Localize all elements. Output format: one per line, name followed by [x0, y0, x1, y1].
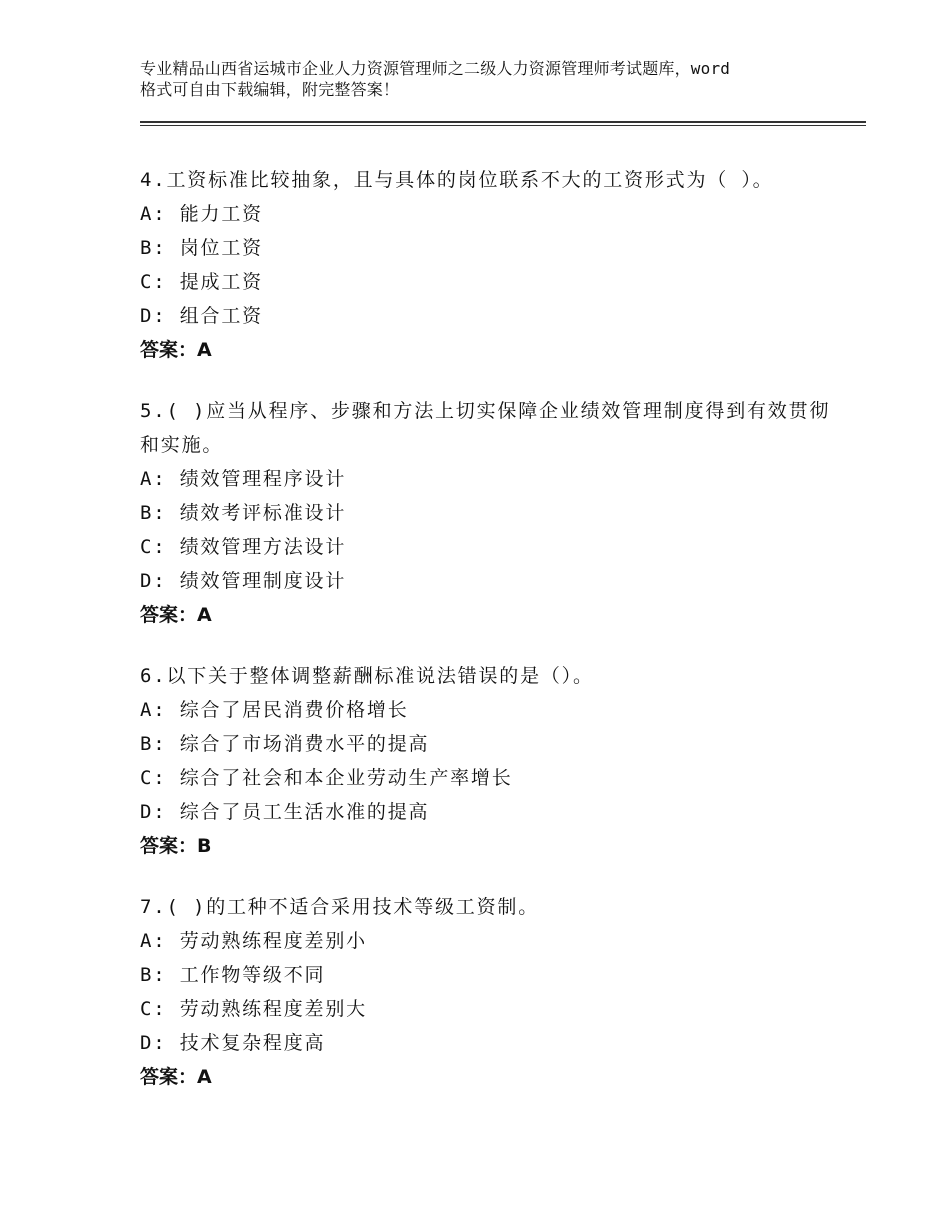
- option-a: A: 劳动熟练程度差别小: [140, 930, 367, 952]
- option-d: D: 技术复杂程度高: [140, 1032, 326, 1054]
- option-c: C: 绩效管理方法设计: [140, 536, 347, 558]
- question-7: [140, 890, 840, 1094]
- question-5: [140, 394, 840, 632]
- option-d: D: 绩效管理制度设计: [140, 570, 347, 592]
- option-b: B: 岗位工资: [140, 237, 263, 259]
- option-d: D: 综合了员工生活水准的提高: [140, 801, 430, 823]
- option-c: C: 综合了社会和本企业劳动生产率增长: [140, 767, 513, 789]
- header-line-2: 格式可自由下载编辑，附完整答案！: [140, 80, 400, 99]
- answer-label: 答案：B: [140, 835, 212, 857]
- option-d: D: 组合工资: [140, 305, 263, 327]
- question-stem: 4.工资标准比较抽象，且与具体的岗位联系不大的工资形式为（ ）。: [140, 169, 774, 191]
- question-6: [140, 659, 840, 863]
- option-b: B: 综合了市场消费水平的提高: [140, 733, 430, 755]
- option-c: C: 劳动熟练程度差别大: [140, 998, 367, 1020]
- option-a: A: 绩效管理程序设计: [140, 468, 347, 490]
- question-stem: 6.以下关于整体调整薪酬标准说法错误的是（）。: [140, 665, 594, 687]
- option-c: C: 提成工资: [140, 271, 263, 293]
- question-stem: 5.( )应当从程序、步骤和方法上切实保障企业绩效管理制度得到有效贯彻和实施。: [140, 400, 831, 456]
- question-stem: 7.( )的工种不适合采用技术等级工资制。: [140, 896, 539, 918]
- header-divider-thick: [140, 121, 866, 123]
- answer-label: 答案：A: [140, 339, 212, 361]
- question-4: [140, 163, 840, 367]
- option-a: A: 综合了居民消费价格增长: [140, 699, 409, 721]
- header-line-1: 专业精品山西省运城市企业人力资源管理师之二级人力资源管理师考试题库，word: [140, 59, 731, 78]
- option-b: B: 绩效考评标准设计: [140, 502, 347, 524]
- answer-label: 答案：A: [140, 1066, 212, 1088]
- document-header: [140, 58, 830, 100]
- header-divider-thin: [140, 125, 866, 126]
- answer-label: 答案：A: [140, 604, 212, 626]
- option-b: B: 工作物等级不同: [140, 964, 326, 986]
- question-list: [140, 163, 840, 1121]
- option-a: A: 能力工资: [140, 203, 263, 225]
